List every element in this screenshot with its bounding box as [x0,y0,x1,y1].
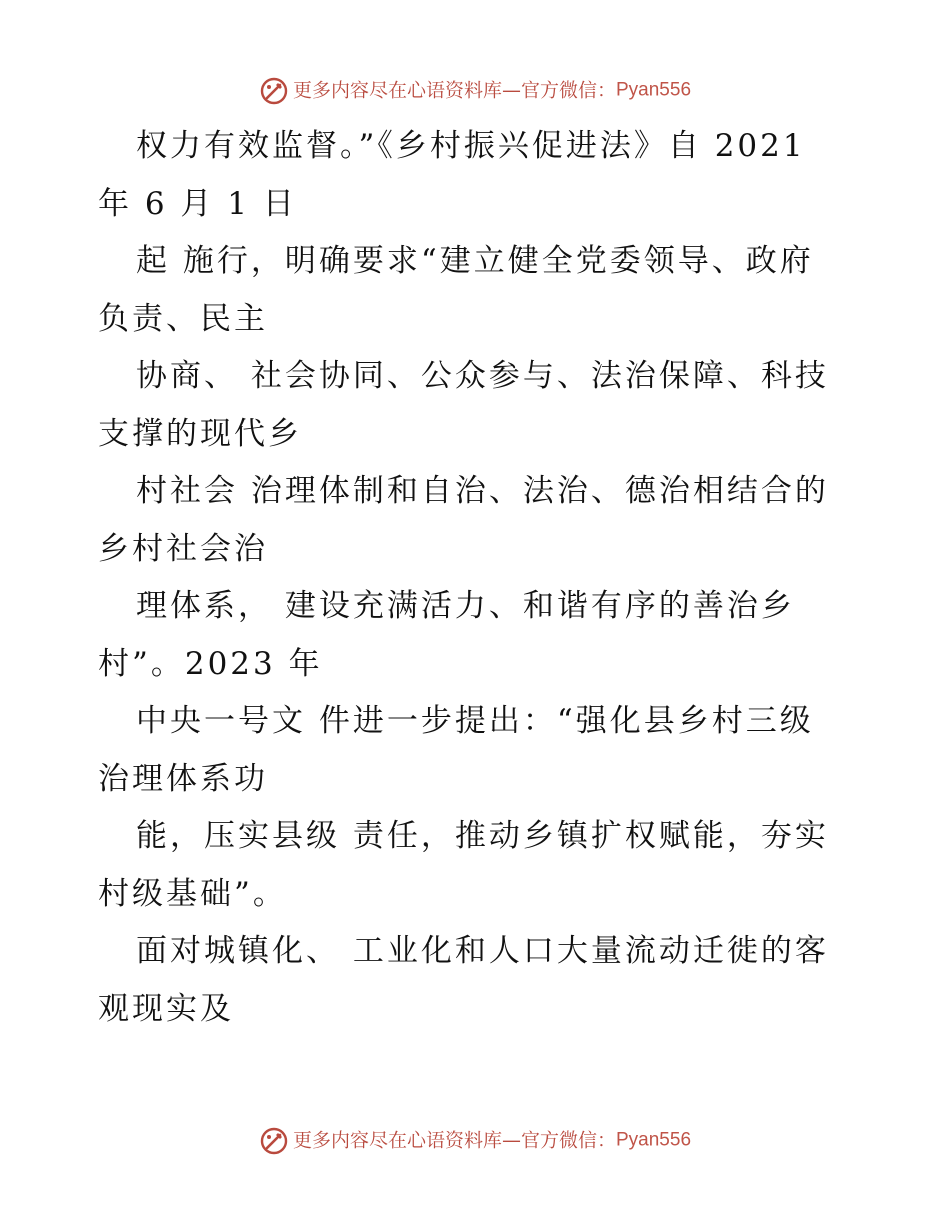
watermark-wechat-id: Pyan556 [616,1129,692,1151]
seal-logo-icon [259,1126,289,1156]
watermark-label: 官方微信： [520,79,616,102]
text-line: 协商、 社会协同、公众参与、法治保障、科技 [136,358,829,394]
text-line: 权力有效监督。”《乡村振兴促进法》自 2021 [136,128,806,164]
text-line: 村”。2023 年 [98,645,323,682]
watermark-dash: — [501,79,521,102]
footer-watermark [0,1125,950,1156]
seal-logo-icon [259,76,289,106]
text-line: 村社会 治理体制和自治、法治、德治相结合的 [136,473,829,509]
text-line: 乡村社会治 [98,530,268,567]
text-line: 面对城镇化、 工业化和人口大量流动迁徙的客 [136,933,829,969]
text-line: 理体系， 建设充满活力、和谐有序的善治乡 [136,588,795,624]
text-line: 年 6 月 1 日 [98,185,297,222]
text-line: 支撑的现代乡 [98,415,302,452]
text-line: 负责、民主 [98,300,268,337]
text-line: 中央一号文 件进一步提出：“强化县乡村三级 [136,703,814,739]
watermark-brand: 更多内容尽在心语资料库 [292,1129,502,1152]
header-watermark [0,75,950,106]
text-line: 观现实及 [98,990,234,1027]
watermark-wechat-id: Pyan556 [616,79,692,101]
text-line: 起 施行，明确要求“建立健全党委领导、政府 [136,243,814,279]
watermark-label: 官方微信： [520,1129,616,1152]
document-body [98,118,858,1038]
text-line: 能，压实县级 责任，推动乡镇扩权赋能，夯实 [136,818,829,854]
watermark-brand: 更多内容尽在心语资料库 [292,79,502,102]
text-line: 村级基础”。 [98,875,287,912]
text-line: 治理体系功 [98,760,268,797]
watermark-dash: — [501,1129,521,1152]
